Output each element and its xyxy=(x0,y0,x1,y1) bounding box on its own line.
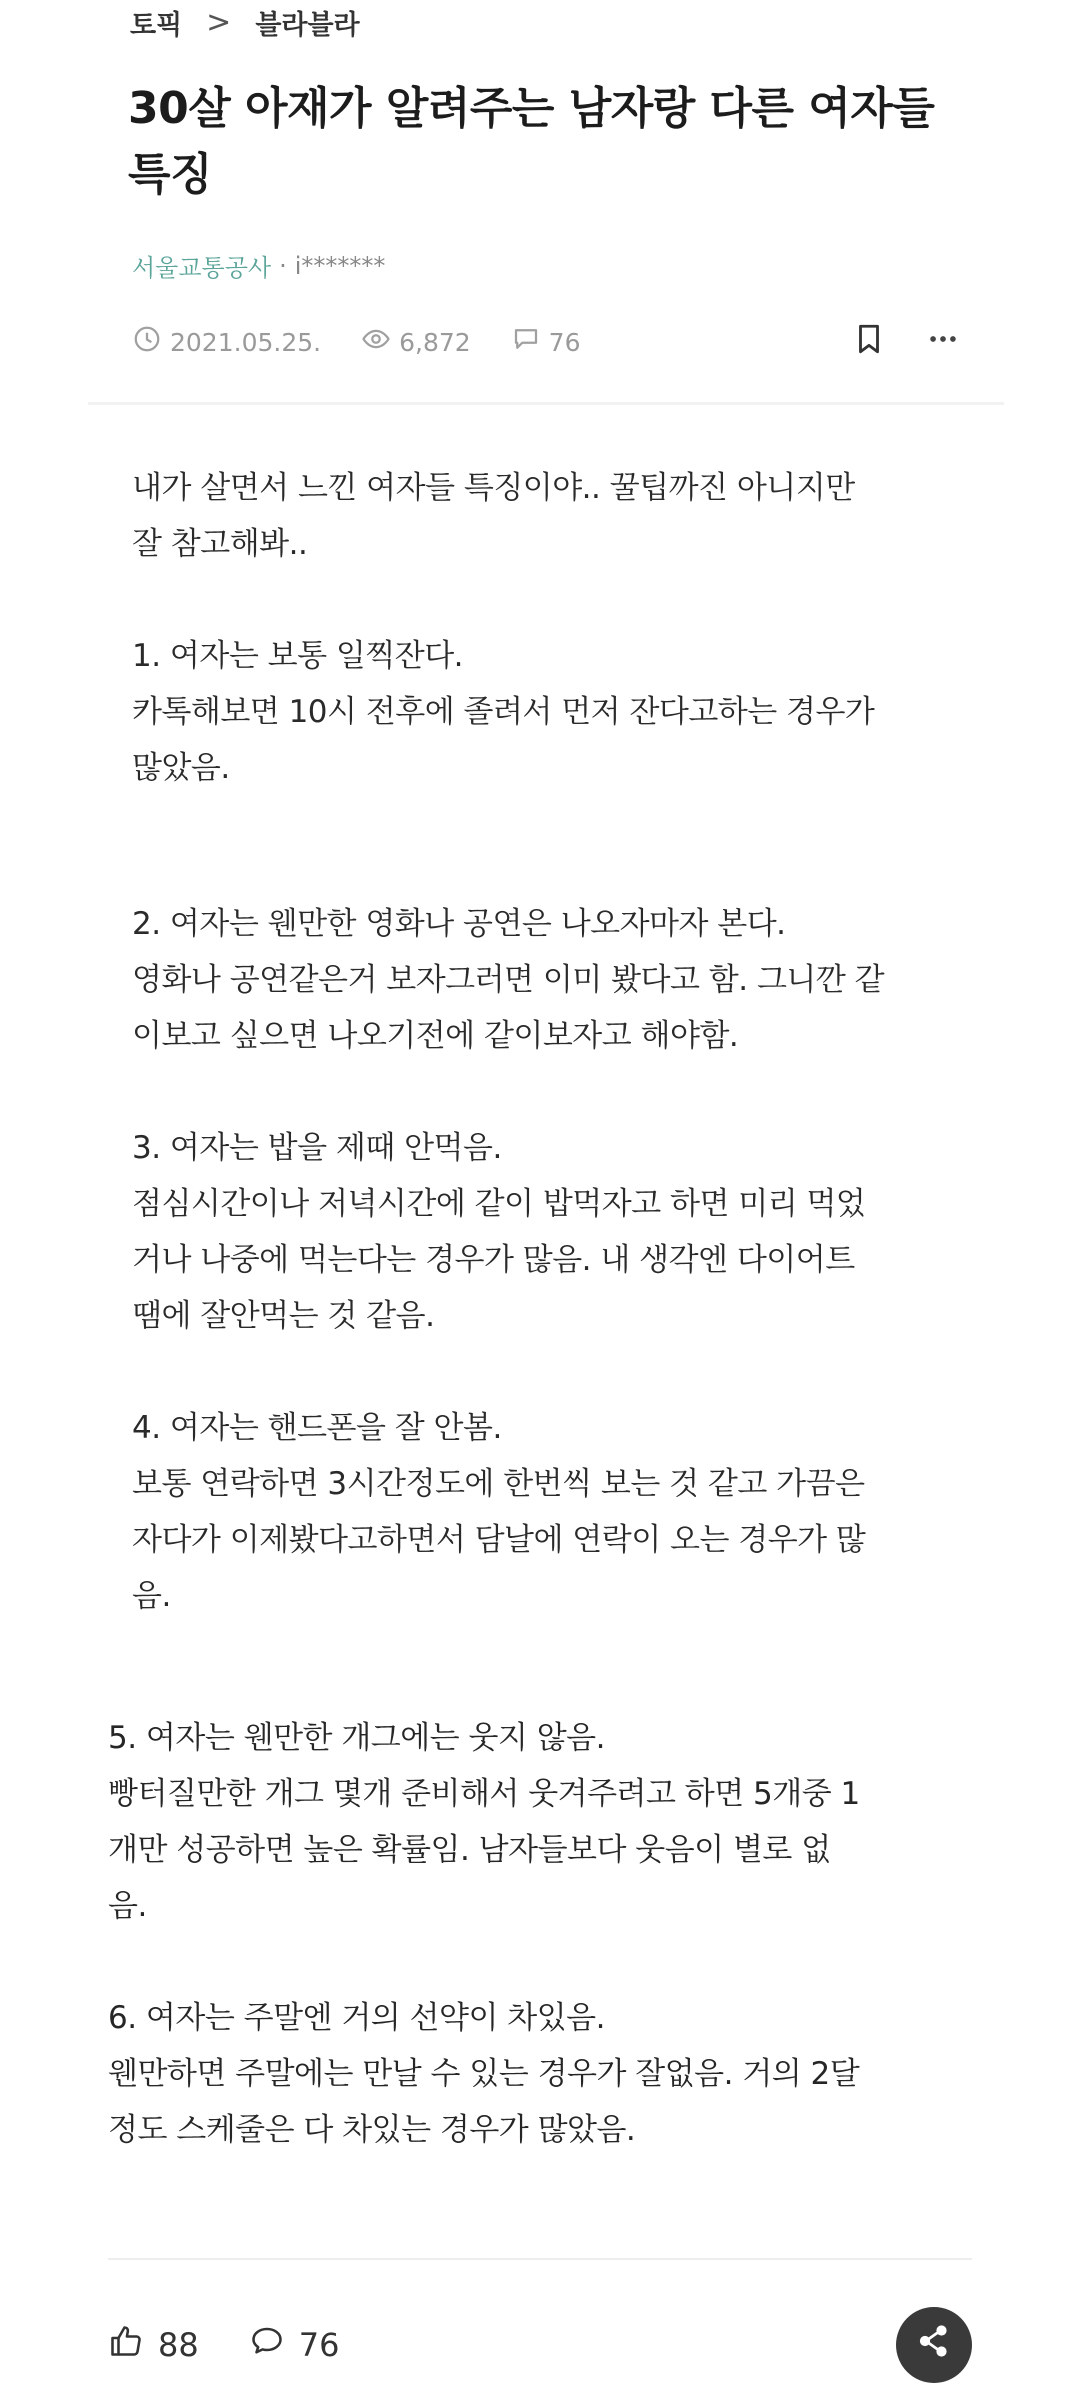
point-5-line: 개만 성공하면 높은 확률임. 남자들보다 웃음이 별로 없 xyxy=(108,1832,831,1868)
author-company[interactable]: 서울교통공사 xyxy=(132,254,272,282)
point-1-heading: 1. 여자는 보통 일찍잔다. xyxy=(132,638,464,674)
point-3-heading: 3. 여자는 밥을 제때 안먹음. xyxy=(132,1130,502,1166)
author-line xyxy=(132,248,385,283)
post-actions xyxy=(108,2310,972,2380)
point-4-line: 보통 연락하면 3시간정도에 한번씩 보는 것 같고 가끔은 xyxy=(132,1466,865,1502)
post-comments xyxy=(511,324,581,360)
post-body-continued xyxy=(108,1710,988,2158)
point-2-heading: 2. 여자는 웬만한 영화나 공연은 나오자마자 본다. xyxy=(132,906,786,942)
point-6-line: 정도 스케줄은 다 차있는 경우가 많았음. xyxy=(108,2112,636,2148)
point-3-line: 거나 나중에 먹는다는 경우가 많음. 내 생각엔 다이어트 xyxy=(132,1242,855,1278)
author-dot: · xyxy=(279,251,287,280)
comment-icon xyxy=(249,2323,285,2367)
bookmark-icon[interactable] xyxy=(852,322,886,362)
more-icon[interactable] xyxy=(926,322,960,362)
point-3-line: 땜에 잘안먹는 것 같음. xyxy=(132,1298,435,1334)
share-icon xyxy=(916,2323,952,2367)
breadcrumb-separator: > xyxy=(206,4,232,40)
thumbs-up-icon xyxy=(108,2323,144,2367)
point-1-line: 많았음. xyxy=(132,750,230,786)
point-5-line: 음. xyxy=(108,1888,147,1924)
post-comments-text: 76 xyxy=(548,327,581,357)
comment-button[interactable] xyxy=(249,2323,340,2367)
like-button[interactable] xyxy=(108,2323,199,2367)
author-name: i******* xyxy=(294,251,386,280)
point-2-line: 이보고 싶으면 나오기전에 같이보자고 해야함. xyxy=(132,1018,739,1054)
post-meta-actions xyxy=(852,322,960,362)
like-count: 88 xyxy=(158,2326,199,2364)
point-1-line: 카톡해보면 10시 전후에 졸려서 먼저 잔다고하는 경우가 xyxy=(132,694,875,730)
post-views-text: 6,872 xyxy=(399,327,471,357)
post-body xyxy=(132,460,972,1624)
breadcrumb-board[interactable]: 블라블라 xyxy=(255,9,360,41)
point-5-heading: 5. 여자는 웬만한 개그에는 웃지 않음. xyxy=(108,1720,605,1756)
point-4-line: 자다가 이제봤다고하면서 담날에 연락이 오는 경우가 많 xyxy=(132,1522,866,1558)
intro-line: 잘 참고해봐.. xyxy=(132,526,308,562)
post-date xyxy=(132,324,321,360)
point-6-line: 웬만하면 주말에는 만날 수 있는 경우가 잘없음. 거의 2달 xyxy=(108,2056,860,2092)
point-5-line: 빵터질만한 개그 몇개 준비해서 웃겨주려고 하면 5개중 1 xyxy=(108,1776,860,1812)
post-date-text: 2021.05.25. xyxy=(170,327,322,357)
share-button[interactable] xyxy=(896,2307,972,2383)
comment-count: 76 xyxy=(298,2326,340,2364)
point-2-line: 영화나 공연같은거 보자그러면 이미 봤다고 함. 그니깐 같 xyxy=(132,962,885,998)
post-views xyxy=(361,324,471,360)
post-meta xyxy=(132,322,960,362)
footer-divider xyxy=(108,2258,972,2260)
intro-line: 내가 살면서 느낀 여자들 특징이야.. 꿀팁까진 아니지만 xyxy=(132,470,855,506)
point-4-line: 음. xyxy=(132,1578,171,1614)
point-4-heading: 4. 여자는 핸드폰을 잘 안봄. xyxy=(132,1410,502,1446)
point-3-line: 점심시간이나 저녁시간에 같이 밥먹자고 하면 미리 먹었 xyxy=(132,1186,866,1222)
point-6-heading: 6. 여자는 주말엔 거의 선약이 차있음. xyxy=(108,2000,605,2036)
comment-icon xyxy=(511,324,541,360)
breadcrumb xyxy=(130,0,360,44)
eye-icon xyxy=(361,324,391,360)
clock-icon xyxy=(132,324,162,360)
post-title: 30살 아재가 알려주는 남자랑 다른 여자들 특징 xyxy=(128,83,935,200)
header-divider xyxy=(88,402,1004,405)
breadcrumb-topic[interactable]: 토픽 xyxy=(130,9,183,41)
